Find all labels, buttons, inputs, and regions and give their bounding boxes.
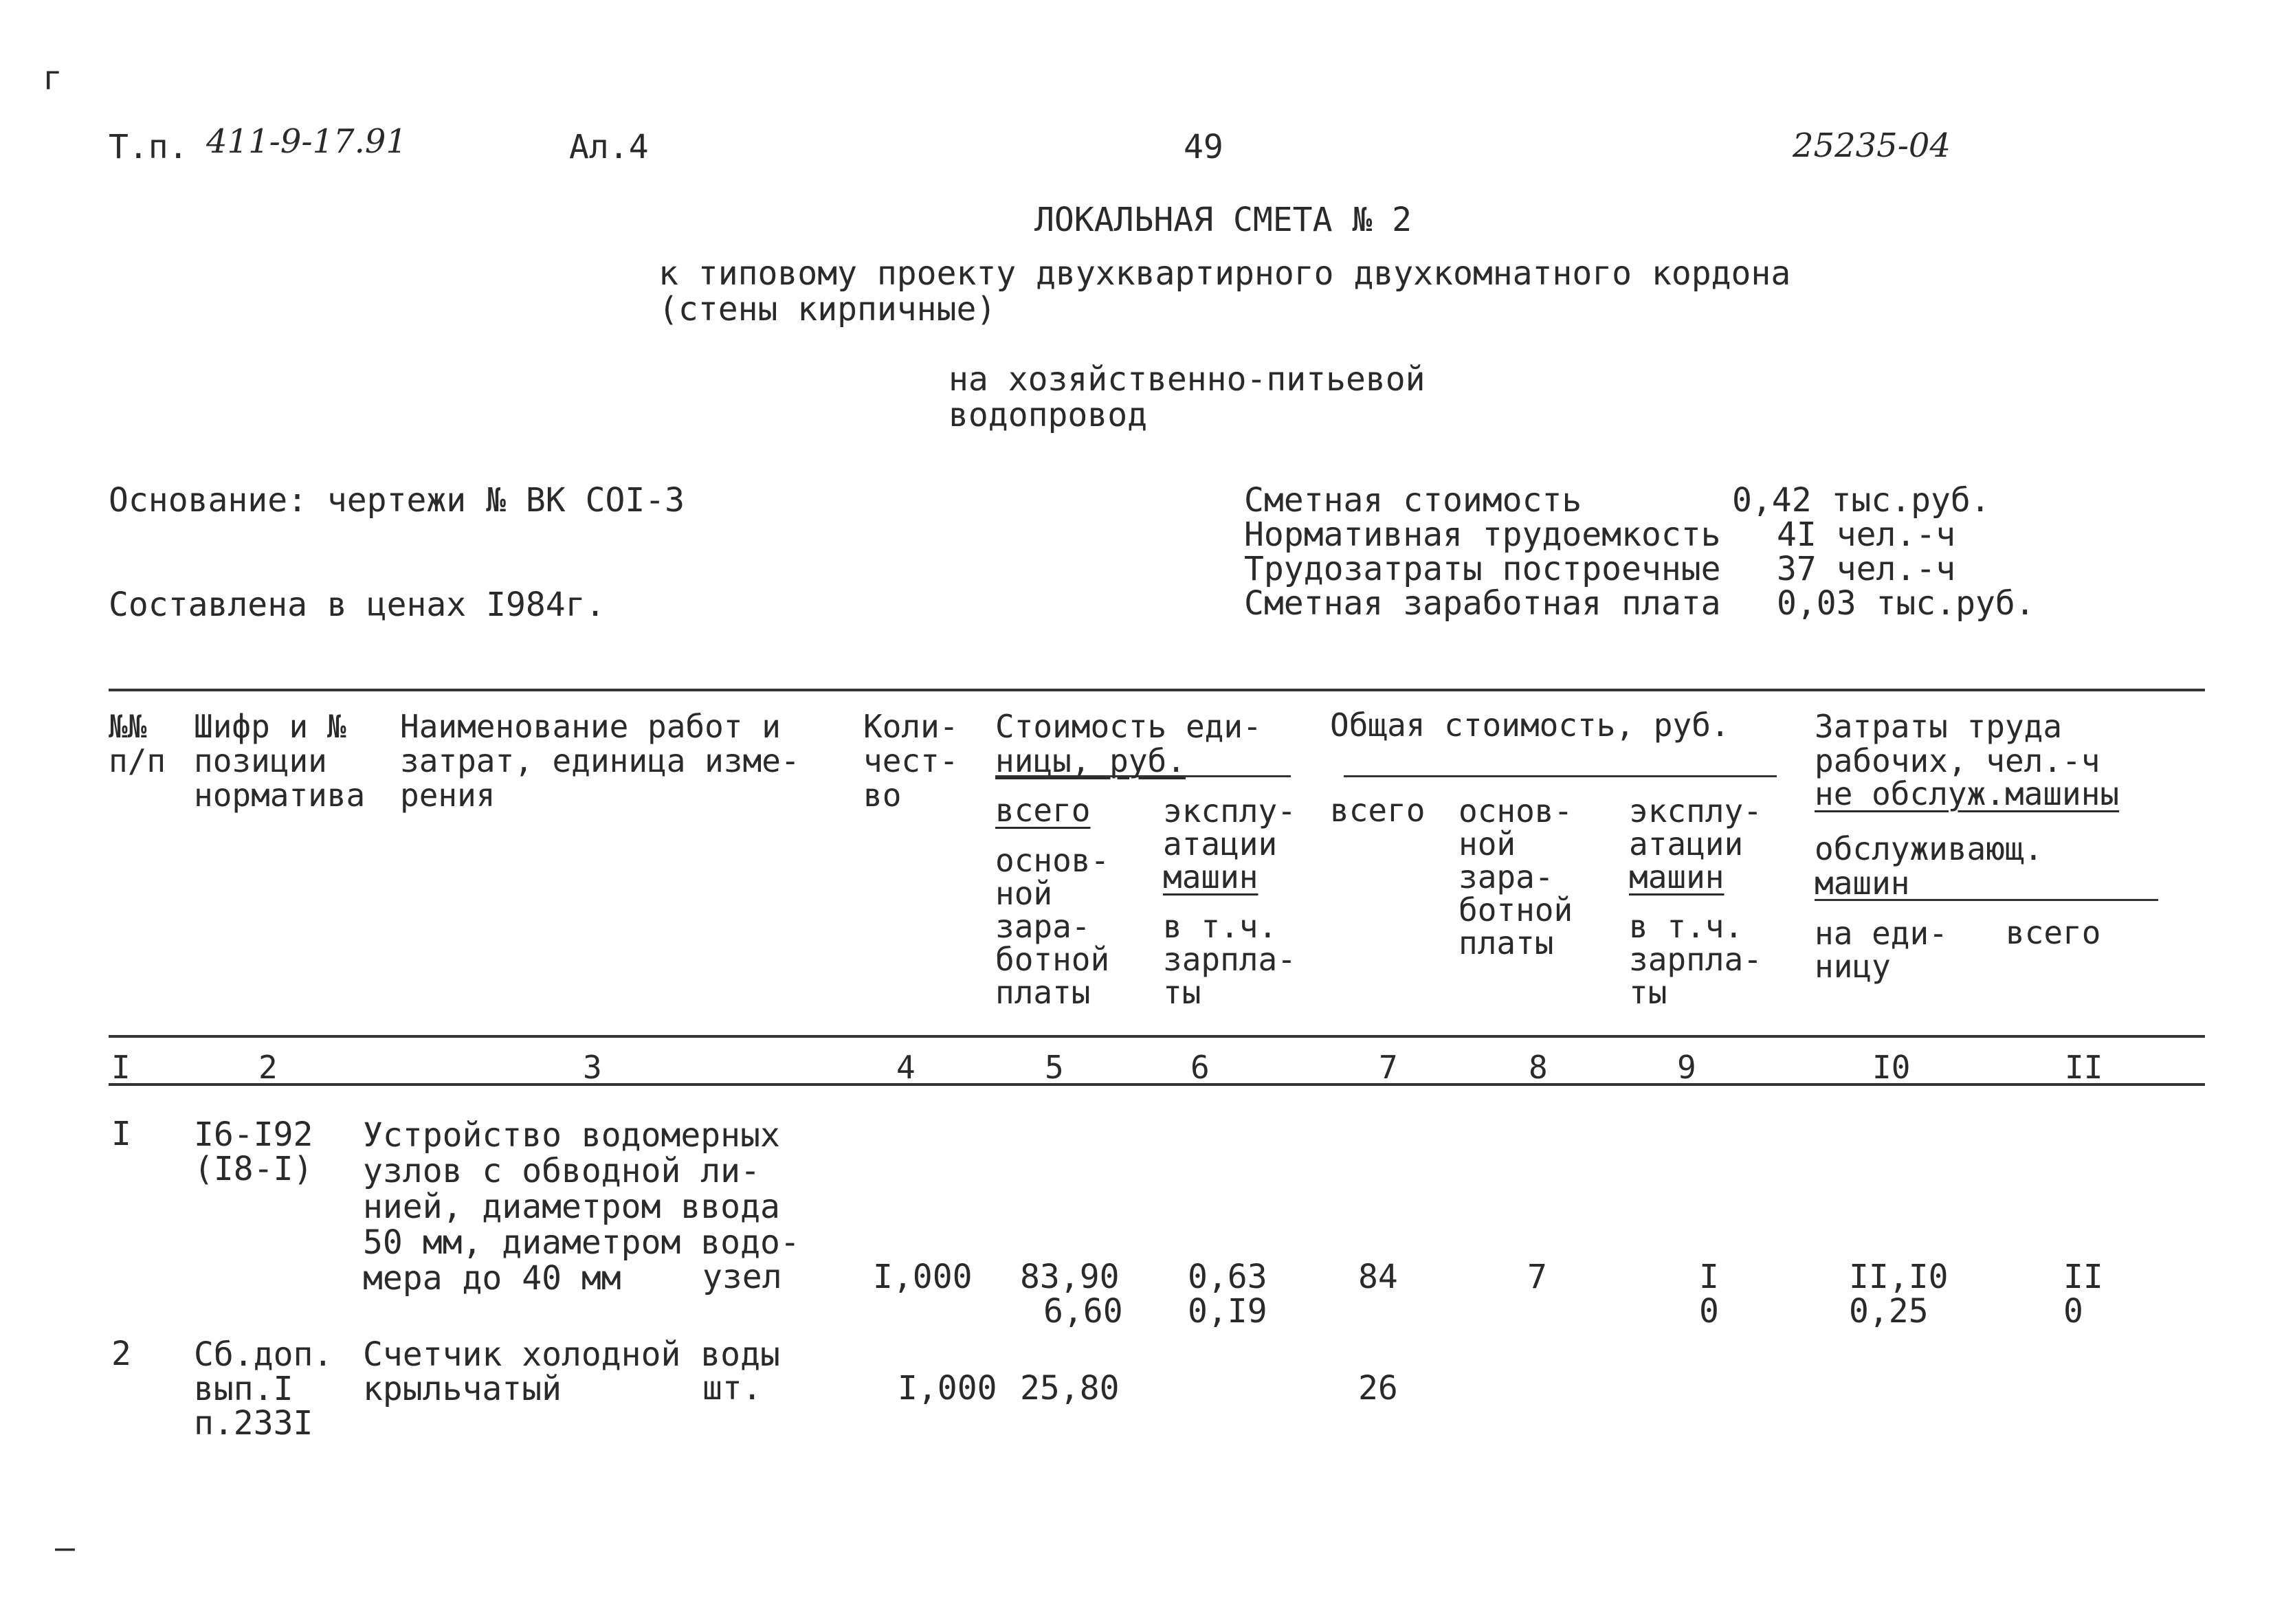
title-subline-4: водопровод xyxy=(949,396,1147,434)
row1-c11-machines: 0 xyxy=(2063,1292,2083,1331)
col-header-c8: основ- ной зара- ботной платы xyxy=(1459,792,1573,961)
row2-code: Сб.доп. вып.I п.233I xyxy=(194,1335,333,1443)
row1-c9-machines: I xyxy=(1699,1258,1719,1296)
footer-mark: – xyxy=(55,1528,75,1567)
row1-c5-wages: 6,60 xyxy=(1043,1292,1123,1331)
row1-unit: узел xyxy=(702,1258,782,1296)
col-header-c7: всего xyxy=(1330,792,1426,829)
col-number-7: 7 xyxy=(1379,1049,1398,1086)
row2-qty: I,000 xyxy=(898,1369,997,1408)
col-number-9: 9 xyxy=(1677,1049,1696,1086)
album-label: Ал.4 xyxy=(569,128,649,166)
col-number-1: I xyxy=(111,1049,131,1086)
corner-mark: г xyxy=(43,59,63,98)
page-number: 49 xyxy=(1184,128,1223,166)
col-header-unit-cost: Стоимость еди- ницы, руб. xyxy=(995,708,1262,779)
col-header-c10: на еди- ницу xyxy=(1815,915,1948,985)
row1-c7-total: 84 xyxy=(1358,1258,1398,1296)
row2-unit: шт. xyxy=(702,1369,762,1408)
title-subline-3: на хозяйственно-питьевой xyxy=(949,360,1426,399)
col-header-labor: Затраты труда рабочих, чел.-ч xyxy=(1815,708,2100,779)
basis-prices: Составлена в ценах I984г. xyxy=(109,586,606,624)
summary-wage-label: Сметная заработная плата xyxy=(1244,584,1721,623)
row1-c8-wages: 7 xyxy=(1527,1258,1547,1296)
row1-code: I6-I92 (I8-I) xyxy=(194,1115,313,1188)
col-header-c9-wages: в т.ч. зарпла- ты xyxy=(1629,908,1762,1011)
summary-labor-site-label: Трудозатраты построечные xyxy=(1244,550,1721,588)
col-header-code: Шифр и № позиции норматива xyxy=(194,708,366,814)
row1-c5-total: 83,90 xyxy=(1020,1258,1120,1296)
row1-c6-machines: 0,63 xyxy=(1188,1258,1267,1296)
header-bottom-rule xyxy=(109,1035,2205,1038)
row1-c10-machines: 0,25 xyxy=(1849,1292,1929,1331)
row2-num: 2 xyxy=(111,1335,131,1373)
row1-c10-not-machines: II,I0 xyxy=(1849,1258,1949,1296)
col-header-name: Наименование работ и затрат, единица изме- рения xyxy=(400,708,800,814)
col-number-3: 3 xyxy=(583,1049,602,1086)
row1-num: I xyxy=(111,1115,131,1153)
doc-number: 25235-04 xyxy=(1793,126,1951,165)
title-subline-2: (стены кирпичные) xyxy=(658,290,997,329)
basis-drawings: Основание: чертежи № ВК СОI-3 xyxy=(109,481,685,520)
summary-cost-label: Сметная стоимость xyxy=(1244,481,1582,520)
col-number-10: I0 xyxy=(1872,1049,1911,1086)
col-header-c9-machines: эксплу- атации машин xyxy=(1629,792,1762,896)
col-number-5: 5 xyxy=(1045,1049,1064,1086)
col-header-qty: Коли- чест- во xyxy=(863,708,959,814)
col-header-num: №№ п/п xyxy=(109,708,166,779)
col-header-c5-wages: основ- ной зара- ботной платы xyxy=(995,842,1110,1011)
summary-labor-norm-value: 4I чел.-ч xyxy=(1777,515,1956,554)
col-header-total-cost: Общая стоимость, руб. xyxy=(1330,707,1730,744)
row1-qty: I,000 xyxy=(873,1258,973,1296)
table-top-rule xyxy=(109,689,2205,691)
summary-wage-value: 0,03 тыс.руб. xyxy=(1777,584,2035,623)
summary-labor-site-value: 37 чел.-ч xyxy=(1777,550,1956,588)
row1-c9-wages: 0 xyxy=(1699,1292,1719,1331)
row1-c11-not-machines: II xyxy=(2063,1258,2103,1296)
col-header-labor-not-machines: не обслуж.машины xyxy=(1815,775,2120,812)
col-number-8: 8 xyxy=(1529,1049,1548,1086)
summary-labor-norm-label: Нормативная трудоемкость xyxy=(1244,515,1721,554)
row1-name: Устройство водомерных узлов с обводной ли- нией, диаметром ввода 50 мм, диаметром водо- мера до 40 мм xyxy=(363,1116,800,1298)
col-header-c6-wages: в т.ч. зарпла- ты xyxy=(1163,908,1296,1011)
col-header-labor-machines: обслуживающ. машин xyxy=(1815,830,2043,902)
summary-cost-value: 0,42 тыс.руб. xyxy=(1732,481,1991,520)
row2-c7-total: 26 xyxy=(1358,1369,1398,1408)
total-cost-group-rule xyxy=(1344,775,1777,777)
col-header-c5-total: всего xyxy=(995,792,1091,829)
title-subline-1: к типовому проекту двухквартирного двухкомнатного кордона xyxy=(658,254,1791,293)
row1-c6-wages: 0,I9 xyxy=(1188,1292,1267,1331)
col-number-11: II xyxy=(2065,1049,2103,1086)
tp-label: Т.п. xyxy=(109,128,188,166)
col-number-2: 2 xyxy=(258,1049,278,1086)
col-header-c11: всего xyxy=(2006,914,2101,951)
col-number-6: 6 xyxy=(1190,1049,1210,1086)
tp-code: 411-9-17.91 xyxy=(206,122,408,161)
col-number-4: 4 xyxy=(896,1049,916,1086)
row2-name: Счетчик холодной воды крыльчатый xyxy=(363,1335,780,1408)
estimate-title: ЛОКАЛЬНАЯ СМЕТА № 2 xyxy=(1034,201,1412,239)
col-header-c6-machines: эксплу- атации машин xyxy=(1163,792,1296,896)
row2-c5-total: 25,80 xyxy=(1020,1369,1120,1408)
